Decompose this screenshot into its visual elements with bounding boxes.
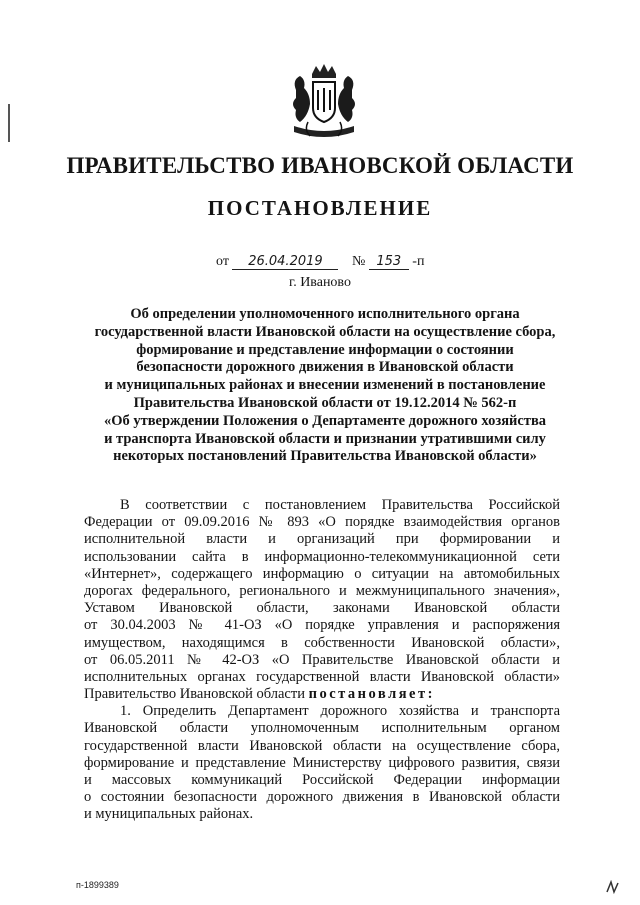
heading-line: формирование и представление информации о состоянии: [136, 341, 514, 358]
item-line: 1. Определить Департамент дорожного хозяйства и транспорта: [120, 703, 560, 720]
body-line: «Интернет», содержащего информацию о ситуации на автомобильных: [84, 565, 560, 582]
footer-code: п-1899389: [76, 880, 119, 890]
date-prefix: от: [216, 254, 229, 269]
corner-scan-mark: [606, 880, 620, 894]
body-line: от 06.05.2011 № 42-ОЗ «О Правительстве Ивановской области и: [84, 651, 560, 668]
decree-line: [84, 686, 560, 703]
number-suffix: -п: [412, 254, 425, 269]
document-heading: [80, 306, 570, 466]
item-line: формирование и представление Министерству цифрового развития, связи: [84, 754, 560, 771]
body-line: Уставом Ивановской области, законами Ивановской области: [84, 600, 560, 617]
heading-line: Правительства Ивановской области от 19.12.2014 № 562-п: [133, 394, 517, 411]
body-line: исполнительных органах государственной власти Ивановской области»: [84, 668, 560, 685]
decree-spaced-word: постановляет:: [308, 686, 435, 703]
handwritten-date: 26.04.2019: [232, 255, 338, 270]
scan-edge-mark: [8, 104, 10, 142]
item-line: о состоянии безопасности дорожного движения в Ивановской области: [84, 789, 560, 806]
handwritten-number: 153: [369, 255, 409, 270]
city: г. Иваново: [289, 275, 351, 290]
body-line: дорогах федерального, регионального и межмуниципального значения»,: [84, 582, 560, 599]
heading-line: и транспорта Ивановской области и признании утратившими силу: [104, 430, 546, 447]
item-line: Ивановской области уполномоченным исполнительным органом: [84, 720, 560, 737]
document-body: [84, 497, 560, 824]
document-type: ПОСТАНОВЛЕНИЕ: [207, 196, 433, 220]
heading-line: безопасности дорожного движения в Ивановской области: [136, 359, 514, 376]
heading-line: Об определении уполномоченного исполнительного органа: [130, 306, 520, 322]
body-line: исполнительной власти и организаций при формировании и: [84, 531, 560, 548]
body-line: В соответствии с постановлением Правительства Российской: [120, 497, 560, 513]
heading-line: некоторых постановлений Правительства Ивановской области»: [113, 448, 537, 465]
heading-line: и муниципальных районах и внесении изменений в постановление: [104, 377, 546, 394]
coat-of-arms-emblem: [284, 60, 364, 150]
body-line: имуществом, находящимся в собственности Ивановской области»,: [84, 634, 560, 651]
body-line: Федерации от 09.09.2016 № 893 «О порядке взаимодействия органов: [84, 514, 560, 531]
government-title: ПРАВИТЕЛЬСТВО ИВАНОВСКОЙ ОБЛАСТИ: [66, 153, 574, 178]
decree-text: Правительство Ивановской области: [84, 686, 305, 703]
date-number-line: [216, 253, 476, 271]
number-sign: №: [351, 254, 366, 269]
item-line: государственной власти Ивановской области на осуществление сбора,: [84, 737, 560, 754]
heading-line: «Об утверждении Положения о Департаменте дорожного хозяйства: [103, 412, 547, 429]
item-line: и массовых коммуникаций Российской Федерации информации: [84, 772, 560, 788]
body-line: от 30.04.2003 № 41-ОЗ «О порядке управления и распоряжения: [84, 617, 560, 634]
item-line: и муниципальных районах.: [84, 806, 254, 823]
heading-line: государственной власти Ивановской области на осуществление сбора,: [94, 323, 556, 340]
body-line: использовании сайта в информационно-телекоммуникационной сети: [84, 548, 560, 565]
